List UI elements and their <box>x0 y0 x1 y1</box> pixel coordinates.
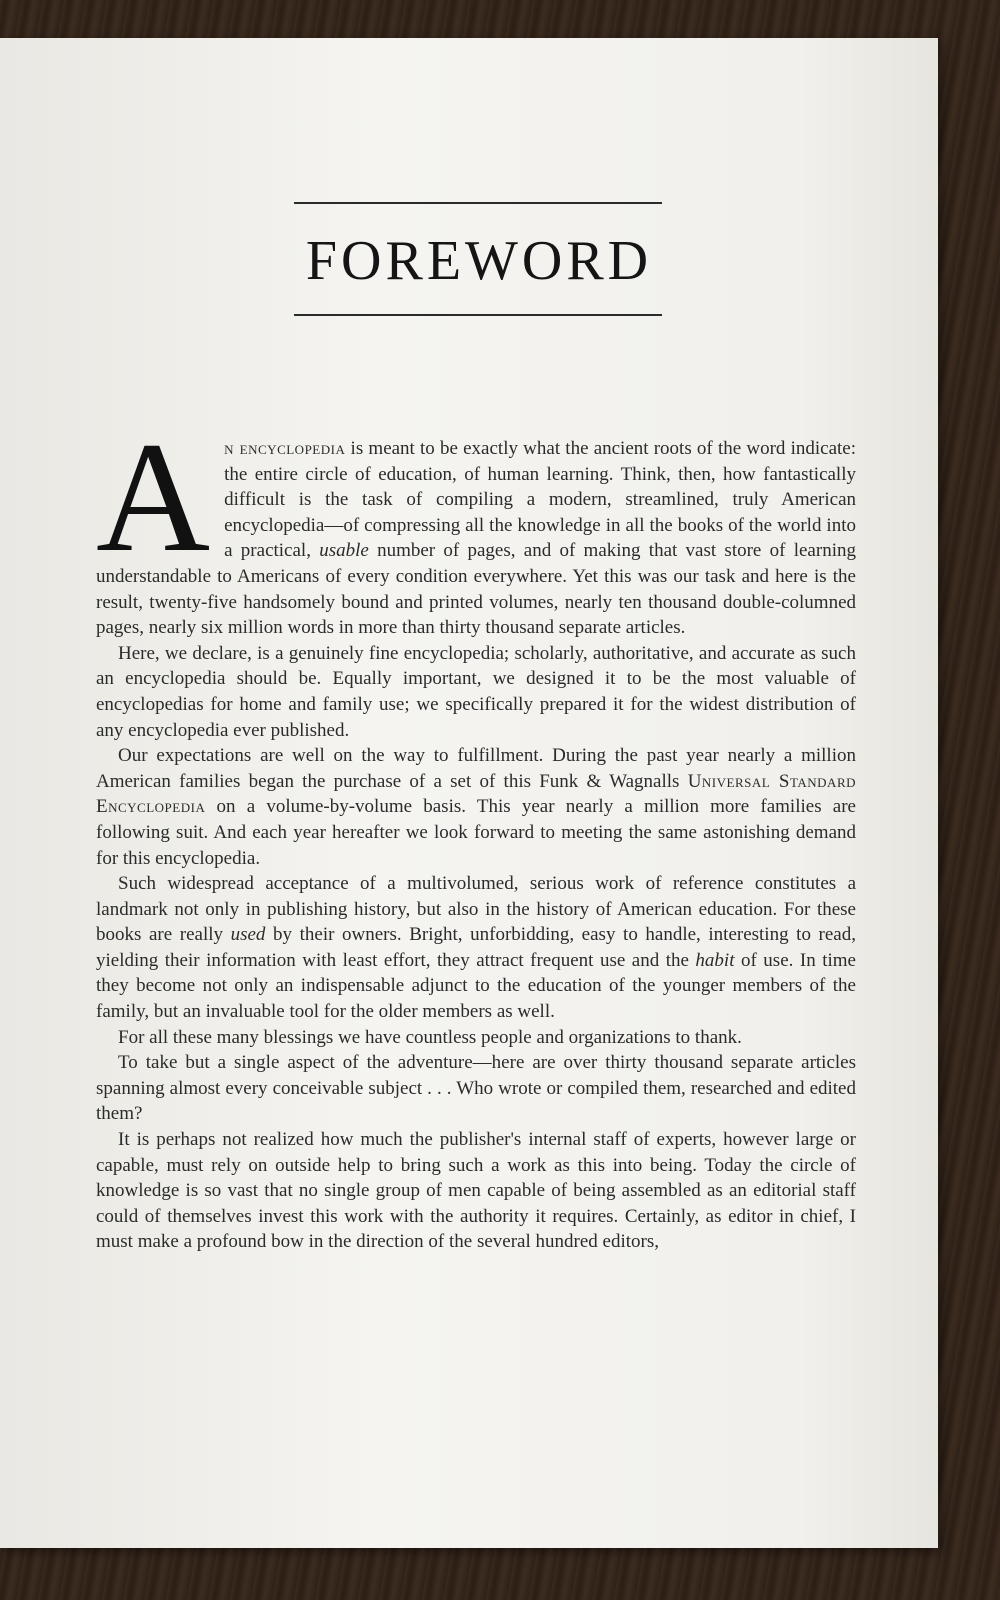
paragraph-3 <box>96 743 856 871</box>
drop-cap: A <box>96 410 211 585</box>
paragraph-1 <box>96 410 856 641</box>
p1-text-1: is meant to be exactly what the ancient roots of the word indicate: the entire circle of education, of human learning. Think, then, how fantastically difficult is the task of compiling a modern, streamlined, truly American encyclopedia—of compressing all the knowledge in all the books of the world into a practical, <box>224 438 856 562</box>
p4-text-3: of use. In time they become not only an indispensable adjunct to the education of the younger members of the family, but an invaluable tool for the older members as well. <box>96 949 856 1023</box>
p4-emphasis-1: used <box>230 924 266 946</box>
paragraph-7: It is perhaps not realized how much the publisher's internal staff of experts, however large or capable, must rely on outside help to bring such a work as this into being. Today the circle of knowledge is so vast that no single group of men capable of being assembled as an editorial staff could of themselves invest this work with the authority it requires. Certainly, as editor in chief, I must make a profound bow in the direction of the several hundred editors, <box>96 1129 856 1253</box>
lead-smallcaps: n encyclopedia <box>224 438 346 459</box>
paragraph-6: To take but a single aspect of the adventure—here are over thirty thousand separate articles spanning almost every conceivable subject . . . Who wrote or compiled them, researched and edited them? <box>96 1052 856 1125</box>
p4-text-2: by their owners. Bright, unforbidding, easy to handle, interesting to read, yielding their information with least effort, they attract frequent use and the <box>96 924 856 971</box>
paragraph-4 <box>96 871 856 1025</box>
p4-emphasis-2: habit <box>695 949 735 971</box>
title-rule-bottom <box>294 314 662 316</box>
p3-text-2: on a volume-by-volume basis. This year nearly a million more families are following suit. And each year hereafter we look forward to meeting the same astonishing demand for this encyclopedia. <box>96 796 856 869</box>
p4-text-1: Such widespread acceptance of a multivolumed, serious work of reference constitutes a landmark not only in publishing history, but also in the history of American education. For these books are really <box>96 873 856 946</box>
title-rule-top <box>294 202 662 204</box>
page-title: FOREWORD <box>305 230 653 292</box>
p3-text-1: Our expectations are well on the way to fulfillment. During the past year nearly a million American families began the purchase of a set of this Funk & Wagnalls <box>96 745 856 792</box>
p3-smallcaps-title: Universal Standard Encyclopedia <box>96 770 857 818</box>
foreword-body <box>96 410 857 1255</box>
p1-emphasis: usable <box>319 540 369 562</box>
paragraph-5: For all these many blessings we have countless people and organizations to thank. <box>118 1026 742 1048</box>
paragraph-2: Here, we declare, is a genuinely fine encyclopedia; scholarly, authoritative, and accurate as such an encyclopedia should be. Equally important, we designed it to be the most valuable of encyclopedias for home and family use; we specifically prepared it for the widest distribution of any encyclopedia ever published. <box>96 642 856 741</box>
p1-text-2: number of pages, and of making that vast store of learning understandable to Americans of every condition everywhere. Yet this was our task and here is the result, twenty-five handsomely bound and printed volumes, nearly ten thousand double-columned pages, nearly six million words in more than thirty thousand separate articles. <box>96 540 856 639</box>
book-page <box>0 38 938 1548</box>
